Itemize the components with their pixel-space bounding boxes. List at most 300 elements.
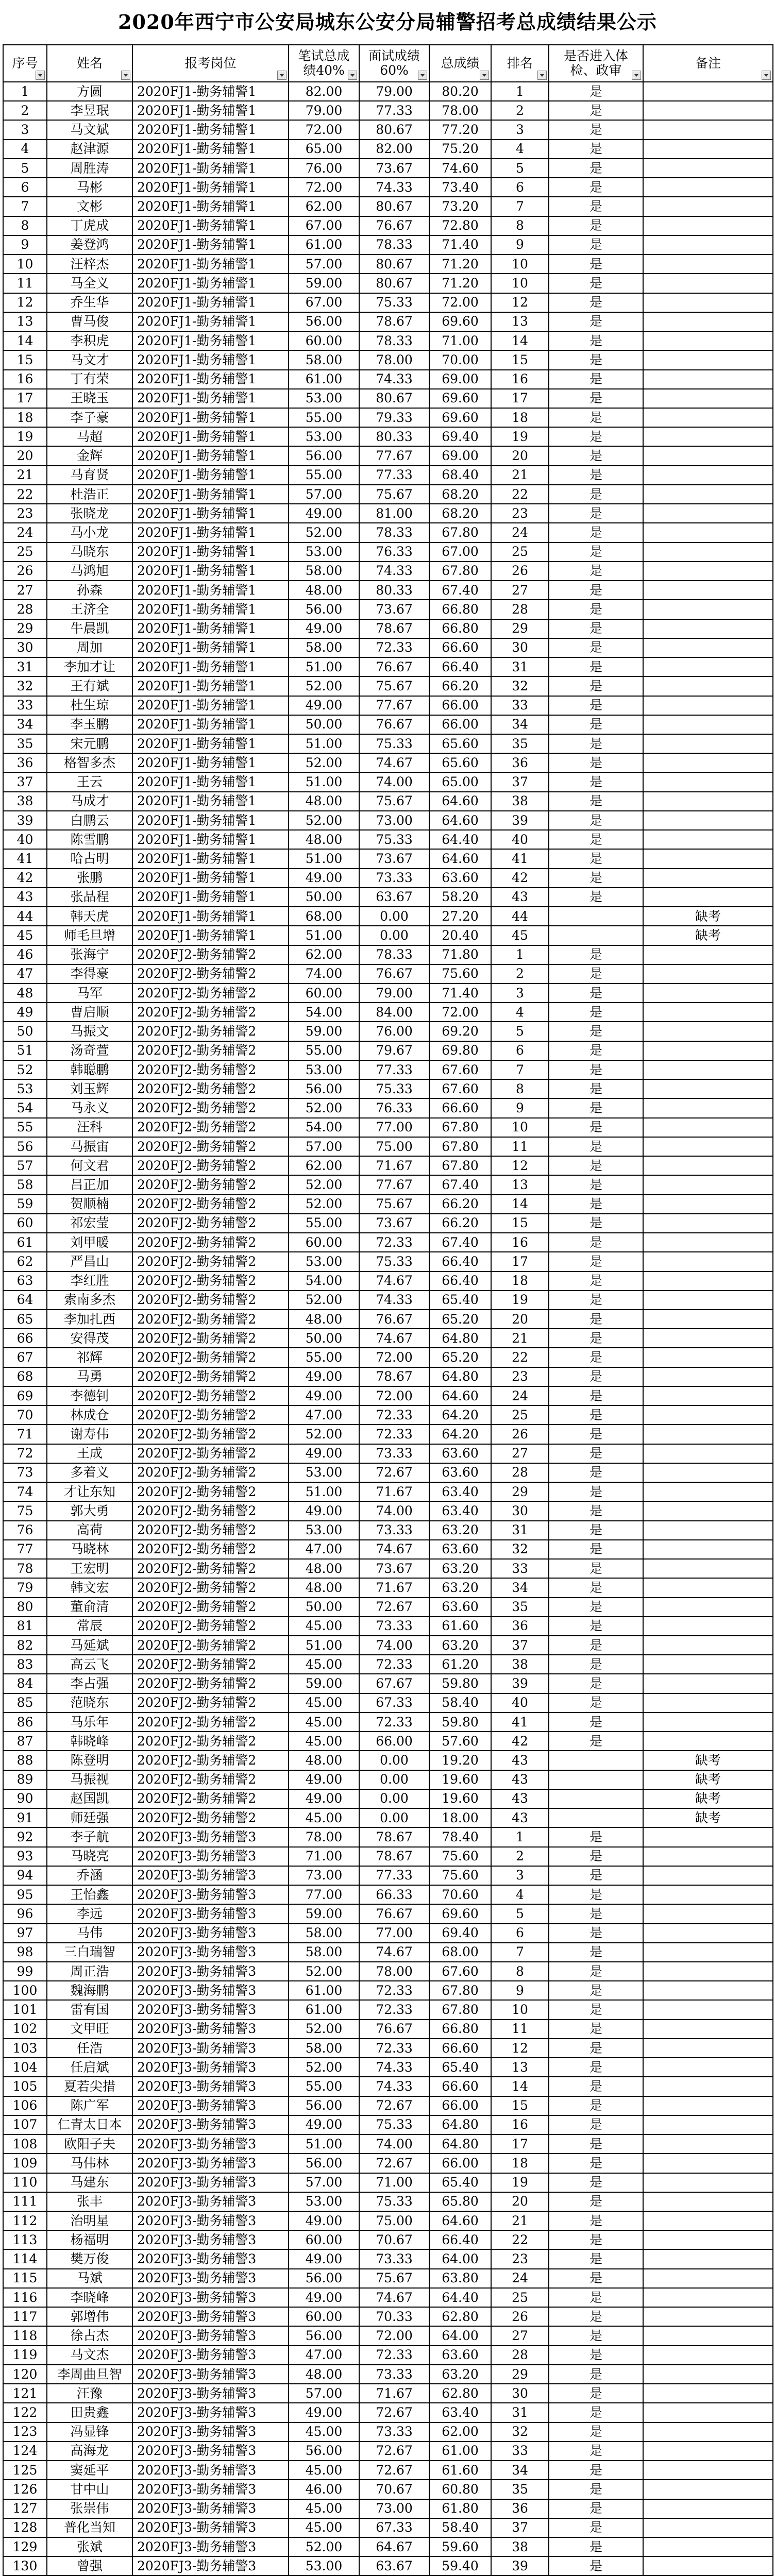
cell-rank: 14 [491, 1195, 549, 1214]
cell-index: 65 [3, 1310, 47, 1329]
cell-name: 曹马俊 [47, 312, 132, 331]
table-row [3, 2346, 773, 2365]
cell-total: 75.60 [429, 1866, 491, 1885]
cell-interview: 71.67 [359, 1156, 429, 1175]
cell-total: 75.60 [429, 1847, 491, 1866]
cell-total: 66.40 [429, 2230, 491, 2249]
cell-index: 53 [3, 1079, 47, 1098]
cell-name: 马彬 [47, 178, 132, 197]
cell-index: 85 [3, 1693, 47, 1713]
cell-index: 33 [3, 696, 47, 715]
cell-post: 2020FJ1-勤务辅警1 [132, 849, 289, 868]
cell-interview: 75.67 [359, 2269, 429, 2288]
table-row [3, 676, 773, 696]
cell-physical: 是 [549, 1214, 643, 1233]
cell-index: 48 [3, 984, 47, 1003]
cell-post: 2020FJ1-勤务辅警1 [132, 869, 289, 888]
filter-dropdown-icon[interactable] [537, 71, 547, 80]
cell-physical: 是 [549, 2499, 643, 2518]
cell-interview: 73.33 [359, 2365, 429, 2384]
cell-written: 57.00 [289, 485, 359, 504]
cell-post: 2020FJ1-勤务辅警1 [132, 638, 289, 657]
cell-interview: 80.67 [359, 255, 429, 274]
cell-interview: 74.67 [359, 1540, 429, 1559]
cell-name: 王怡鑫 [47, 1885, 132, 1904]
cell-written: 52.00 [289, 1962, 359, 1981]
cell-written: 53.00 [289, 543, 359, 562]
cell-name: 马鸿旭 [47, 562, 132, 581]
cell-total: 63.80 [429, 2269, 491, 2288]
cell-post: 2020FJ1-勤务辅警1 [132, 178, 289, 197]
cell-note [643, 350, 773, 369]
cell-interview: 71.67 [359, 2384, 429, 2403]
table-row [3, 984, 773, 1003]
cell-index: 5 [3, 159, 47, 178]
cell-name: 马军 [47, 984, 132, 1003]
cell-name: 王晓玉 [47, 389, 132, 408]
cell-written: 52.00 [289, 753, 359, 772]
table-row [3, 1003, 773, 1022]
cell-post: 2020FJ3-勤务辅警3 [132, 2192, 289, 2211]
cell-note [643, 2442, 773, 2461]
cell-interview: 75.67 [359, 1195, 429, 1214]
cell-note [643, 485, 773, 504]
cell-written: 60.00 [289, 1233, 359, 1252]
cell-post: 2020FJ2-勤务辅警2 [132, 1617, 289, 1636]
cell-written: 51.00 [289, 849, 359, 868]
cell-rank: 17 [491, 389, 549, 408]
filter-dropdown-icon[interactable] [418, 71, 427, 80]
cell-note [643, 638, 773, 657]
cell-physical: 是 [549, 408, 643, 427]
cell-physical: 是 [549, 523, 643, 542]
cell-interview: 66.33 [359, 1885, 429, 1904]
cell-total: 63.60 [429, 1444, 491, 1463]
cell-note: 缺考 [643, 1751, 773, 1770]
cell-rank: 41 [491, 1713, 549, 1732]
cell-written: 74.00 [289, 964, 359, 984]
cell-name: 马斌 [47, 2269, 132, 2288]
cell-name: 格智多杰 [47, 753, 132, 772]
cell-index: 44 [3, 907, 47, 926]
cell-index: 45 [3, 926, 47, 945]
cell-index: 86 [3, 1713, 47, 1732]
cell-index: 66 [3, 1329, 47, 1348]
cell-note [643, 446, 773, 465]
cell-post: 2020FJ3-勤务辅警3 [132, 2077, 289, 2096]
cell-interview: 76.33 [359, 543, 429, 562]
filter-dropdown-icon[interactable] [348, 71, 357, 80]
filter-dropdown-icon[interactable] [480, 71, 489, 80]
table-row [3, 2461, 773, 2480]
cell-name: 马振文 [47, 1022, 132, 1041]
cell-index: 54 [3, 1098, 47, 1117]
cell-written: 48.00 [289, 1559, 359, 1578]
cell-name: 治明星 [47, 2211, 132, 2230]
cell-index: 103 [3, 2039, 47, 2058]
cell-physical: 是 [549, 1559, 643, 1578]
cell-written: 58.00 [289, 350, 359, 369]
cell-index: 63 [3, 1272, 47, 1291]
cell-physical: 是 [549, 2058, 643, 2077]
cell-post: 2020FJ3-勤务辅警3 [132, 1981, 289, 2000]
cell-note [643, 2384, 773, 2403]
table-row [3, 1482, 773, 1501]
cell-index: 25 [3, 543, 47, 562]
cell-interview: 72.33 [359, 1655, 429, 1674]
cell-interview: 72.33 [359, 1713, 429, 1732]
cell-physical: 是 [549, 1904, 643, 1923]
cell-physical: 是 [549, 2096, 643, 2115]
cell-rank: 43 [491, 1808, 549, 1827]
cell-physical: 是 [549, 1463, 643, 1482]
cell-total: 57.60 [429, 1732, 491, 1751]
cell-written: 52.00 [289, 2058, 359, 2077]
cell-total: 59.40 [429, 2556, 491, 2575]
cell-physical: 是 [549, 1540, 643, 1559]
cell-interview: 74.33 [359, 1291, 429, 1310]
cell-interview: 78.33 [359, 523, 429, 542]
cell-written: 45.00 [289, 1693, 359, 1713]
cell-note [643, 1041, 773, 1060]
cell-physical: 是 [549, 1252, 643, 1271]
cell-note [643, 2000, 773, 2019]
cell-total: 65.40 [429, 1291, 491, 1310]
cell-physical: 是 [549, 581, 643, 600]
cell-written: 48.00 [289, 2365, 359, 2384]
cell-total: 67.80 [429, 1118, 491, 1137]
table-row [3, 1098, 773, 1117]
cell-written: 49.00 [289, 1444, 359, 1463]
cell-post: 2020FJ2-勤务辅警2 [132, 1098, 289, 1117]
cell-physical: 是 [549, 2000, 643, 2019]
table-row [3, 1310, 773, 1329]
cell-physical [549, 926, 643, 945]
cell-interview: 74.33 [359, 2058, 429, 2077]
cell-note [643, 2461, 773, 2480]
cell-note [643, 1655, 773, 1674]
table-row [3, 408, 773, 427]
cell-total: 64.60 [429, 2211, 491, 2230]
cell-post: 2020FJ1-勤务辅警1 [132, 389, 289, 408]
cell-total: 65.00 [429, 772, 491, 791]
cell-name: 汪豫 [47, 2384, 132, 2403]
cell-name: 师廷强 [47, 1808, 132, 1827]
cell-interview: 76.67 [359, 216, 429, 235]
cell-physical: 是 [549, 811, 643, 830]
table-row [3, 1405, 773, 1425]
cell-interview: 0.00 [359, 1751, 429, 1770]
cell-written: 82.00 [289, 82, 359, 101]
table-row [3, 926, 773, 945]
cell-written: 59.00 [289, 274, 359, 293]
cell-written: 54.00 [289, 1003, 359, 1022]
cell-total: 67.40 [429, 581, 491, 600]
cell-total: 75.20 [429, 140, 491, 159]
cell-interview: 74.00 [359, 2134, 429, 2154]
cell-interview: 0.00 [359, 1808, 429, 1827]
cell-interview: 80.67 [359, 389, 429, 408]
cell-physical: 是 [549, 2154, 643, 2173]
cell-index: 52 [3, 1060, 47, 1079]
table-row [3, 945, 773, 964]
table-row [3, 159, 773, 178]
cell-interview: 72.33 [359, 2346, 429, 2365]
cell-written: 61.00 [289, 1981, 359, 2000]
cell-rank: 27 [491, 2326, 549, 2345]
cell-post: 2020FJ3-勤务辅警3 [132, 1962, 289, 1981]
table-row [3, 1559, 773, 1578]
table-row [3, 1425, 773, 1444]
cell-interview: 74.67 [359, 1272, 429, 1291]
cell-name: 王有斌 [47, 676, 132, 696]
cell-interview: 72.67 [359, 2096, 429, 2115]
cell-rank: 23 [491, 504, 549, 523]
cell-index: 108 [3, 2134, 47, 2154]
cell-written: 52.00 [289, 1291, 359, 1310]
cell-written: 56.00 [289, 312, 359, 331]
cell-rank: 3 [491, 984, 549, 1003]
cell-written: 68.00 [289, 907, 359, 926]
cell-written: 55.00 [289, 1214, 359, 1233]
cell-name: 马延斌 [47, 1636, 132, 1655]
cell-post: 2020FJ2-勤务辅警2 [132, 1348, 289, 1367]
cell-written: 48.00 [289, 830, 359, 849]
cell-post: 2020FJ1-勤务辅警1 [132, 331, 289, 350]
cell-physical: 是 [549, 1060, 643, 1079]
cell-written: 67.00 [289, 216, 359, 235]
cell-post: 2020FJ3-勤务辅警3 [132, 2307, 289, 2326]
cell-total: 69.60 [429, 389, 491, 408]
cell-post: 2020FJ2-勤务辅警2 [132, 1770, 289, 1789]
cell-note [643, 2249, 773, 2268]
cell-rank: 8 [491, 216, 549, 235]
cell-physical: 是 [549, 2288, 643, 2307]
cell-index: 110 [3, 2173, 47, 2192]
cell-physical: 是 [549, 2039, 643, 2058]
table-row [3, 2192, 773, 2211]
cell-post: 2020FJ1-勤务辅警1 [132, 235, 289, 255]
cell-total: 63.40 [429, 1501, 491, 1520]
cell-name: 汤奇萱 [47, 1041, 132, 1060]
cell-note [643, 945, 773, 964]
cell-total: 72.80 [429, 216, 491, 235]
cell-post: 2020FJ3-勤务辅警3 [132, 2000, 289, 2019]
cell-name: 马文才 [47, 350, 132, 369]
cell-physical: 是 [549, 2556, 643, 2575]
cell-name: 陈登明 [47, 1751, 132, 1770]
cell-post: 2020FJ2-勤务辅警2 [132, 1693, 289, 1713]
table-row [3, 1540, 773, 1559]
cell-name: 杜生琼 [47, 696, 132, 715]
cell-post: 2020FJ2-勤务辅警2 [132, 1195, 289, 1214]
cell-post: 2020FJ2-勤务辅警2 [132, 1118, 289, 1137]
table-row [3, 2537, 773, 2556]
cell-written: 58.00 [289, 1943, 359, 1962]
cell-total: 60.80 [429, 2480, 491, 2499]
cell-physical: 是 [549, 1981, 643, 2000]
cell-interview: 74.67 [359, 1329, 429, 1348]
cell-interview: 72.00 [359, 1386, 429, 1405]
cell-physical: 是 [549, 1943, 643, 1962]
cell-interview: 73.33 [359, 2422, 429, 2442]
cell-index: 128 [3, 2518, 47, 2537]
cell-written: 45.00 [289, 2518, 359, 2537]
cell-index: 75 [3, 1501, 47, 1520]
cell-note [643, 159, 773, 178]
cell-physical: 是 [549, 1962, 643, 1981]
cell-physical: 是 [549, 1732, 643, 1751]
cell-post: 2020FJ3-勤务辅警3 [132, 2422, 289, 2442]
table-row [3, 389, 773, 408]
cell-interview: 72.33 [359, 1425, 429, 1444]
cell-post: 2020FJ3-勤务辅警3 [132, 1924, 289, 1943]
cell-index: 73 [3, 1463, 47, 1482]
cell-name: 张品程 [47, 888, 132, 907]
table-row [3, 1808, 773, 1827]
cell-note [643, 2288, 773, 2307]
cell-post: 2020FJ1-勤务辅警1 [132, 101, 289, 120]
cell-rank: 21 [491, 2211, 549, 2230]
cell-rank: 13 [491, 312, 549, 331]
cell-post: 2020FJ3-勤务辅警3 [132, 2211, 289, 2230]
cell-total: 66.20 [429, 1195, 491, 1214]
cell-rank: 40 [491, 830, 549, 849]
cell-physical: 是 [549, 2461, 643, 2480]
cell-name: 韩晓峰 [47, 1732, 132, 1751]
table-row [3, 1329, 773, 1348]
cell-note [643, 1003, 773, 1022]
cell-written: 58.00 [289, 638, 359, 657]
cell-post: 2020FJ2-勤务辅警2 [132, 1233, 289, 1252]
cell-interview: 74.67 [359, 1943, 429, 1962]
table-row [3, 1904, 773, 1923]
cell-written: 51.00 [289, 2134, 359, 2154]
table-row [3, 331, 773, 350]
cell-total: 67.80 [429, 1156, 491, 1175]
cell-interview: 73.00 [359, 811, 429, 830]
cell-note [643, 2154, 773, 2173]
cell-index: 92 [3, 1827, 47, 1846]
table-row [3, 1617, 773, 1636]
cell-total: 71.00 [429, 331, 491, 350]
cell-physical: 是 [549, 2077, 643, 2096]
cell-name: 韩天虎 [47, 907, 132, 926]
cell-interview: 77.33 [359, 1060, 429, 1079]
cell-total: 66.00 [429, 2154, 491, 2173]
table-row [3, 1272, 773, 1291]
cell-post: 2020FJ3-勤务辅警3 [132, 2461, 289, 2480]
cell-rank: 22 [491, 485, 549, 504]
cell-name: 王宏明 [47, 1559, 132, 1578]
cell-index: 113 [3, 2230, 47, 2249]
header-physical: 是否进入体检、政审 [549, 45, 643, 82]
cell-total: 66.80 [429, 2020, 491, 2039]
cell-rank: 2 [491, 1847, 549, 1866]
cell-rank: 43 [491, 1751, 549, 1770]
cell-physical: 是 [549, 2403, 643, 2422]
cell-total: 18.00 [429, 1808, 491, 1827]
cell-written: 55.00 [289, 1041, 359, 1060]
cell-note [643, 2058, 773, 2077]
cell-note [643, 1598, 773, 1617]
cell-index: 39 [3, 811, 47, 830]
cell-index: 23 [3, 504, 47, 523]
cell-written: 57.00 [289, 2384, 359, 2403]
cell-interview: 74.00 [359, 1501, 429, 1520]
cell-rank: 4 [491, 140, 549, 159]
cell-name: 杜浩正 [47, 485, 132, 504]
cell-name: 才让东知 [47, 1482, 132, 1501]
cell-interview: 73.33 [359, 1444, 429, 1463]
cell-written: 61.00 [289, 370, 359, 389]
cell-index: 46 [3, 945, 47, 964]
cell-written: 49.00 [289, 1386, 359, 1405]
cell-interview: 84.00 [359, 1003, 429, 1022]
cell-rank: 8 [491, 1962, 549, 1981]
filter-dropdown-icon[interactable] [762, 71, 771, 80]
cell-total: 69.40 [429, 1924, 491, 1943]
cell-physical: 是 [549, 120, 643, 139]
cell-index: 82 [3, 1636, 47, 1655]
cell-total: 68.20 [429, 485, 491, 504]
filter-dropdown-icon[interactable] [36, 71, 45, 80]
cell-index: 34 [3, 715, 47, 734]
cell-note [643, 1156, 773, 1175]
cell-total: 58.20 [429, 888, 491, 907]
filter-dropdown-icon[interactable] [632, 71, 641, 80]
cell-note [643, 1540, 773, 1559]
cell-post: 2020FJ3-勤务辅警3 [132, 1827, 289, 1846]
cell-post: 2020FJ1-勤务辅警1 [132, 772, 289, 791]
cell-note [643, 1444, 773, 1463]
cell-interview: 82.00 [359, 140, 429, 159]
table-row [3, 2288, 773, 2307]
cell-interview: 80.33 [359, 427, 429, 446]
table-row [3, 581, 773, 600]
cell-total: 68.40 [429, 466, 491, 485]
cell-post: 2020FJ1-勤务辅警1 [132, 753, 289, 772]
cell-interview: 74.33 [359, 562, 429, 581]
cell-interview: 71.00 [359, 2173, 429, 2192]
cell-total: 64.40 [429, 2288, 491, 2307]
cell-index: 106 [3, 2096, 47, 2115]
cell-interview: 77.67 [359, 446, 429, 465]
cell-note [643, 2403, 773, 2422]
cell-note [643, 82, 773, 101]
cell-interview: 78.33 [359, 331, 429, 350]
header-row [3, 45, 773, 82]
filter-dropdown-icon[interactable] [121, 71, 130, 80]
cell-interview: 0.00 [359, 1789, 429, 1808]
cell-index: 84 [3, 1674, 47, 1693]
cell-total: 67.40 [429, 1175, 491, 1194]
table-row [3, 1367, 773, 1386]
cell-post: 2020FJ2-勤务辅警2 [132, 1463, 289, 1482]
cell-note [643, 543, 773, 562]
table-row [3, 1751, 773, 1770]
cell-written: 58.00 [289, 2039, 359, 2058]
cell-name: 普化当知 [47, 2518, 132, 2537]
cell-note [643, 1310, 773, 1329]
cell-name: 马育贤 [47, 466, 132, 485]
cell-interview: 77.00 [359, 1118, 429, 1137]
cell-note [643, 255, 773, 274]
filter-dropdown-icon[interactable] [277, 71, 287, 80]
cell-total: 63.60 [429, 1540, 491, 1559]
cell-total: 19.60 [429, 1789, 491, 1808]
cell-written: 52.00 [289, 676, 359, 696]
